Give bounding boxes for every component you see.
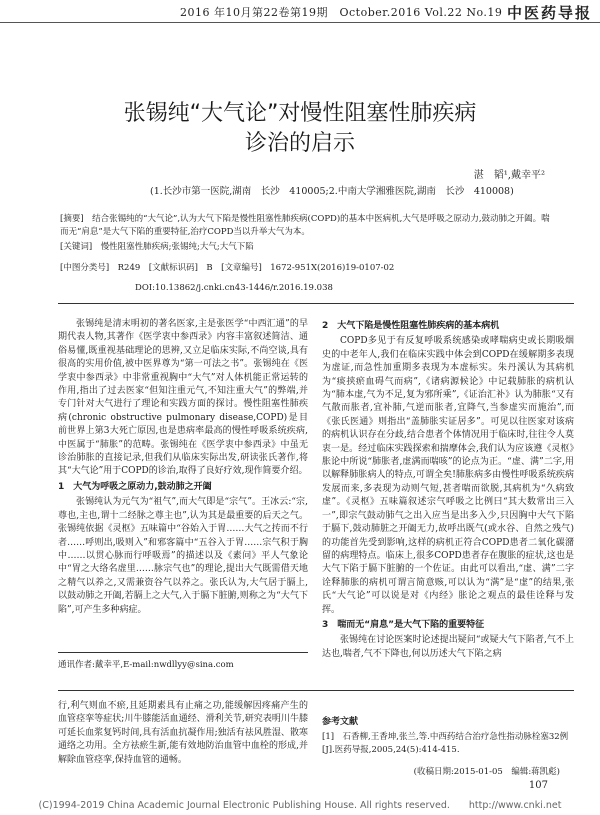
references: [322, 716, 574, 757]
abstract: [摘要] 结合张锡纯的“大气论”,认为大气下陷是慢性阻塞性肺疾病(COPD)的基本中医病机,大气是呼吸之原动力,鼓动肺之开阖。喘而无“肩息”是大气下陷的重要特征,治疗COPD当以升举大气为本。: [60, 214, 550, 237]
received-date: (收稿日期:2015-01-05 编辑:蒋凯彪): [413, 767, 560, 777]
section-2-heading: 2 大气下陷是慢性阻塞性肺疾病的基本病机: [322, 321, 500, 331]
article-title-line1: 张锡纯“大气论”对慢性阻塞性肺疾病: [123, 101, 477, 126]
footnote-rule: [58, 652, 308, 653]
reference-item: [1] 石香柳,王香坤,张兰,等.中西药结合治疗急性指动脉栓塞32例[J].医药导报,2005,24(5):414-415.: [322, 732, 569, 755]
authors: 湛 韬¹,戴幸平²: [473, 170, 545, 181]
page-number: 107: [528, 780, 548, 791]
references-heading: 参考文献: [322, 717, 359, 727]
section-3-paragraph: 张锡纯在讨论医案时论述提出疑问“或疑大气下陷者,气不上达也,喘者,气不下降也,何以历述大气下陷之病: [322, 635, 574, 659]
classification: [中图分类号] R249 [文献标识码] B [文章编号] 1672-951X(2016)19-0107-02: [60, 263, 395, 273]
doi[interactable]: DOI:10.13862/j.cnki.cn43-1446/r.2016.19.038: [135, 283, 333, 293]
section-1-paragraph: 张锡纯认为元气为“祖气”,而大气即是“宗气”。王冰云:“宗,尊也,主也,谓十二经脉之尊主也”,认为其是最重要的后天之气。张锡纯依据《灵枢》五味篇中“谷始入于胃……大气之抟而不行者……呼则出,吸则入”和邪客篇中“五谷入于胃……宗气积于胸中……以贯心脉而行呼吸焉”的描述以及《素问》平人气象论中“胃之大络名虚里……脉宗气也”的理论,提出大气既需借天地之精气以养之,又需兼资谷气以养之。张氏认为,大气居于膈上,以鼓动肺之开阖,若膈上之大气,入于膈下脏腑,则称之为“大气下陷”,可产生多种病症。: [58, 497, 308, 615]
correspondence: 通讯作者:戴幸平,E-mail:nwdllyy@sina.com: [58, 660, 234, 670]
right-column: [322, 318, 574, 661]
section-1-heading: 1 大气为呼吸之原动力,鼓动肺之开阖: [58, 481, 212, 492]
intro-paragraph: 张锡纯是清末明初的著名医家,主是张医学“中西汇通”的早期代表人物,其著作《医学衷中参西录》内容丰富叙述简洁、通俗易懂,既重视基础理论的思辨,又立足临床实际,不尚空谈,具有很高的实用价值,被中医界尊为“第一可法之书”。张锡纯在《医学衷中参西录》中非常重视胸中“大气”对人体机能正常运转的作用,指出了过去医家“但知注重元气,不知注重大气”的弊端,并专门针对大气进行了理论和实践方面的探讨。慢性阻塞性肺疾病(chronic obstructive pulmonary disease,COPD)是目前世界上第3大死亡原因,也是患病率最高的慢性呼吸系统疾病,中医属于“肺胀”的范畴。张锡纯在《医学衷中参西录》中虽无诊治肺胀的直接记录,但我们从临床实际出发,研读张氏著作,将其“大气论”用于COPD的诊治,取得了良好疗效,现作简要介绍。: [58, 319, 308, 477]
section-3-heading: 3 喘而无“肩息”是大气下陷的重要特征: [322, 619, 485, 630]
continuation-paragraph: 行,利气则血不瘀,且延期素具有止痛之功,能缓解因疼痛产生的血管痉挛等症状;川牛膝能活血通经、滑利关节,研究表明川牛膝可延长血浆复钙时间,具有活血抗凝作用;独活有祛风胜湿、散寒通络之功用。全方祛瘀生新,能有效地防治血管中血栓的形成,并解除血管痉挛,保持血管的通畅。: [58, 701, 308, 765]
page-divider: [58, 690, 574, 691]
left-column: [58, 318, 308, 617]
keywords: [关键词] 慢性阻塞性肺疾病;张锡纯;大气;大气下陷: [60, 242, 254, 252]
journal-name: 中医药导报: [506, 4, 592, 22]
copyright-footer: (C)1994-2019 China Academic Journal Electronic Publishing House. All rights reserved. http://www.cnki.net: [38, 800, 562, 811]
previous-article-continuation: [58, 700, 308, 767]
header-rule: [0, 22, 600, 23]
abstract-rule: [58, 303, 574, 304]
affiliation: (1.长沙市第一医院,湖南 长沙 410005;2.中南大学湘雅医院,湖南 长沙 410008): [150, 186, 514, 197]
article-title-line2: 诊治的启示: [244, 131, 355, 156]
section-2-paragraph: COPD多见于有反复呼吸系统感染或哮喘病史或长期吸烟史的中老年人,我们在临床实践中体会到COPD在缓解期多表现为虚证,而急性加重期多表现为本虚标实。朱丹溪认为其病机为“痰挟瘀血碍气而病”,《诸病源候论》中记载肺胀的病机认为“肺本虚,气为不足,复为邪所乘”,《证治汇补》认为肺胀“又有气散而胀者,宜补肺,气逆而胀者,宜降气,当参虚实而施治”,而《张氏医通》则指出“盖肺胀实证居多”。可见以往医家对该病的病机认识存在分歧,结合患者个体情况用于临床时,往往令人莫衷一是。经过临床实践探索和揣摩体会,我们认为应该遵《灵枢》胀论中所说“肺胀者,虚满而喘咳”的论点为正。“虚、满”二字,用以解释肺胀病人的特点,可谓全矣!肺胀病多由慢性呼吸系统疾病发展而来,多表现为动则气短,甚者喘而欲脱,其病机为“久病致虚”。《灵枢》五味篇叙述宗气呼吸之比例曰“其大数常出三入一”,即宗气鼓动肺气之出入应当是出多入少,只因胸中大气下陷于膈下,鼓动肺脏之开阖无力,故呼出既气(或水谷、自然之残气)的功能首先受到影响,这样的病机正符合COPD患者二氧化碳潴留的病理特点。临床上,很多COPD患者存在腹胀的症状,这也是大气下陷于膈下脏腑的一个佐证。由此可以看出,“虚、满”二字诠释肺胀的病机可谓言简意赅,可以认为“满”是“虚”的结果,张氏“大气论”可以说是对《内经》胀论之观点的最佳诠释与发挥。: [322, 336, 574, 615]
journal-citation: 2016 年10月第22卷第19期 October.2016 Vol.22 No.19: [180, 6, 503, 19]
